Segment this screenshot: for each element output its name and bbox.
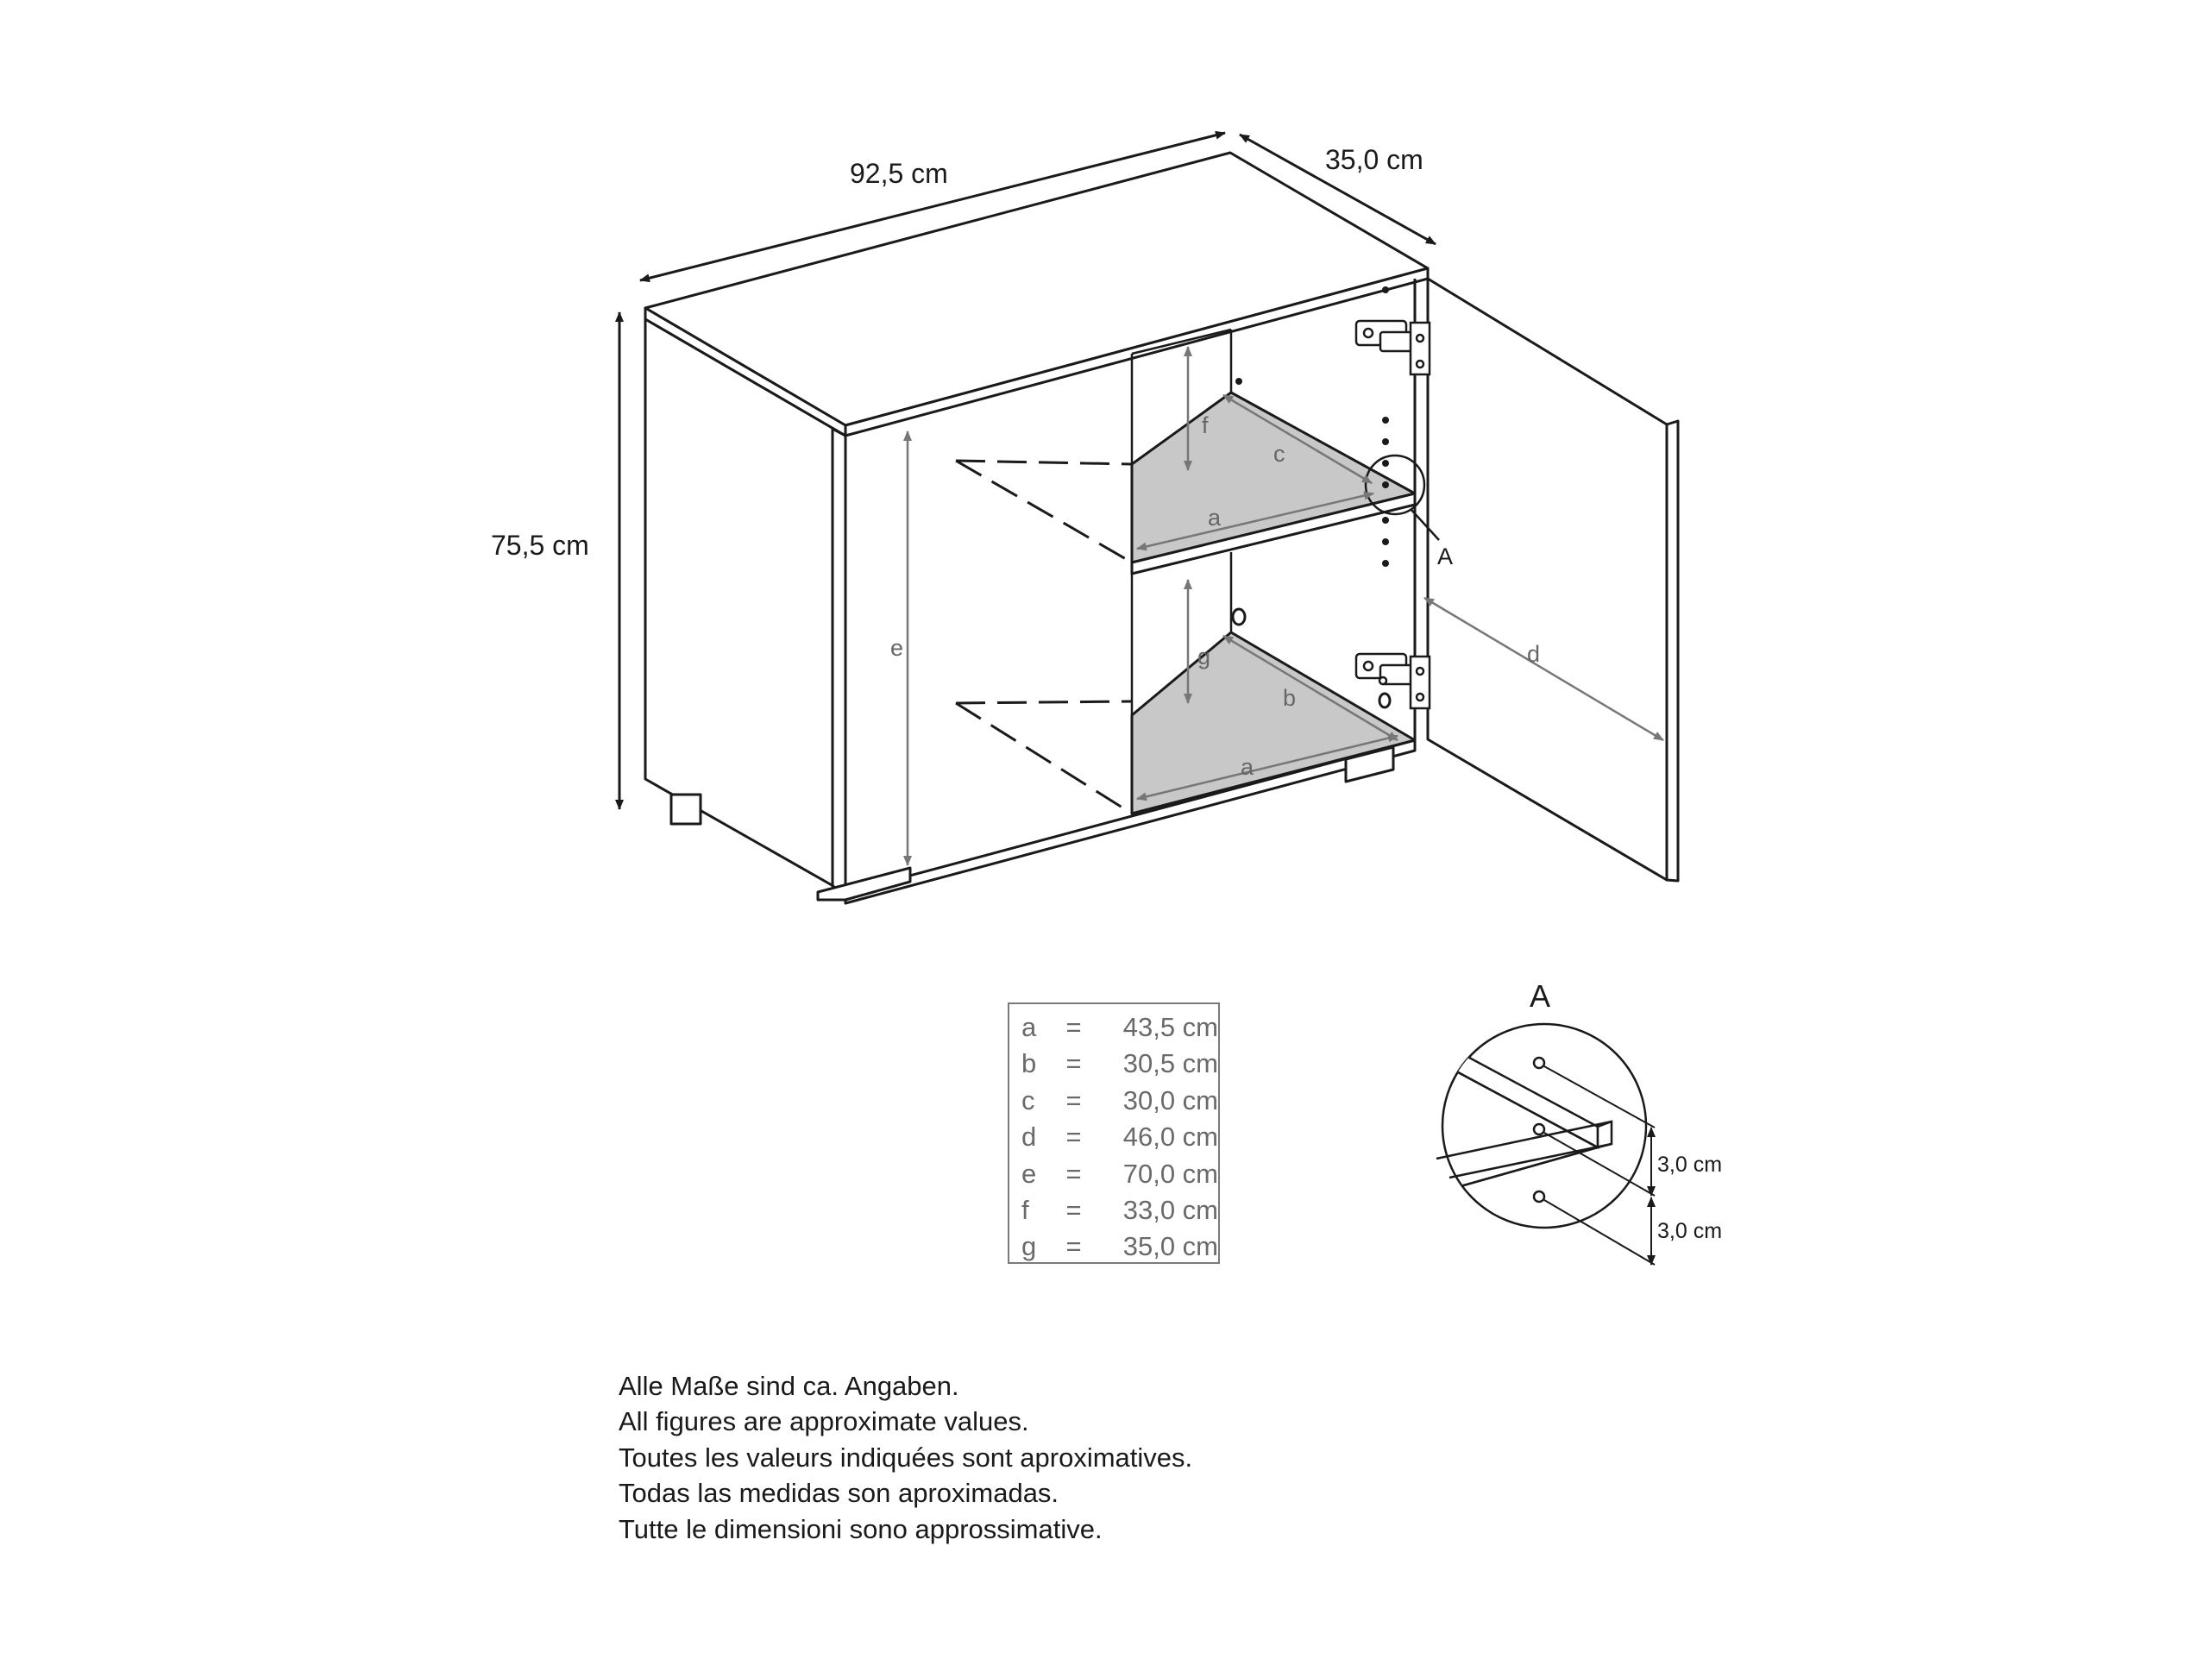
legend-row bbox=[1021, 1046, 1218, 1082]
width-label: 92,5 cm bbox=[850, 158, 948, 189]
lower-shelf-hidden-edge bbox=[956, 701, 1132, 703]
legend-equals: = bbox=[1065, 1195, 1082, 1226]
note-german: Alle Maße sind ca. Angaben. bbox=[619, 1371, 959, 1401]
legend-value: 30,5 cm bbox=[1122, 1048, 1218, 1079]
e-label: e bbox=[890, 635, 904, 661]
legend-key: e bbox=[1021, 1158, 1037, 1189]
legend-value: 46,0 cm bbox=[1122, 1122, 1218, 1153]
legend-value: 43,5 cm bbox=[1122, 1012, 1218, 1042]
note-english: All figures are approximate values. bbox=[619, 1406, 1029, 1437]
lower-shelf-hidden-diag bbox=[956, 703, 1132, 814]
g-label: g bbox=[1197, 644, 1211, 669]
legend-key: b bbox=[1021, 1048, 1037, 1079]
legend-value: 70,0 cm bbox=[1122, 1158, 1218, 1189]
upper-shelf bbox=[956, 393, 1415, 574]
legend-row bbox=[1021, 1119, 1218, 1155]
hole-right-wall bbox=[1379, 694, 1390, 707]
cabinet-bottom-edge bbox=[845, 740, 1415, 903]
legend-equals: = bbox=[1065, 1048, 1082, 1079]
upper-shelf-hidden-diag bbox=[956, 461, 1132, 562]
cabinet-foot-left bbox=[671, 795, 701, 824]
detail-spacing-lower: 3,0 cm bbox=[1657, 1219, 1723, 1243]
hole-left-wall bbox=[1233, 609, 1245, 625]
dimension-legend bbox=[1008, 1002, 1220, 1264]
legend-key: g bbox=[1021, 1231, 1037, 1262]
f-label: f bbox=[1202, 412, 1209, 438]
legend-value: 30,0 cm bbox=[1122, 1084, 1218, 1115]
legend-row bbox=[1021, 1192, 1218, 1229]
note-spanish: Todas las medidas son aproximadas. bbox=[619, 1478, 1059, 1509]
b-label: b bbox=[1283, 685, 1297, 711]
legend-key: a bbox=[1021, 1012, 1037, 1042]
legend-key: c bbox=[1021, 1084, 1035, 1115]
disclaimer-notes bbox=[619, 1368, 1192, 1547]
door-edge bbox=[1667, 421, 1678, 881]
legend-equals: = bbox=[1065, 1084, 1082, 1115]
door-panel bbox=[1428, 279, 1667, 880]
upper-hinge bbox=[1356, 321, 1430, 374]
height-label: 75,5 cm bbox=[491, 530, 589, 561]
legend-equals: = bbox=[1065, 1158, 1082, 1189]
legend-value: 35,0 cm bbox=[1122, 1231, 1218, 1262]
legend-row bbox=[1021, 1156, 1218, 1192]
a-upper-label: a bbox=[1208, 505, 1222, 531]
detail-callout-label: A bbox=[1437, 544, 1454, 569]
legend-row bbox=[1021, 1229, 1218, 1265]
a-lower-label: a bbox=[1241, 754, 1254, 780]
legend-value: 33,0 cm bbox=[1122, 1195, 1218, 1226]
c-label: c bbox=[1273, 441, 1285, 467]
legend-equals: = bbox=[1065, 1122, 1082, 1153]
legend-row bbox=[1021, 1083, 1218, 1119]
detail-title: A bbox=[1530, 978, 1551, 1014]
depth-label: 35,0 cm bbox=[1325, 144, 1423, 175]
legend-key: f bbox=[1021, 1195, 1029, 1226]
cabinet-left-front-edge bbox=[833, 429, 845, 893]
note-french: Toutes les valeurs indiquées sont aproximatives. bbox=[619, 1442, 1193, 1473]
legend-key: d bbox=[1021, 1122, 1037, 1153]
legend-equals: = bbox=[1065, 1012, 1082, 1042]
detail-spacing-upper: 3,0 cm bbox=[1657, 1153, 1723, 1177]
detail-view bbox=[1415, 1024, 1655, 1265]
legend-equals: = bbox=[1065, 1231, 1082, 1262]
lower-hinge bbox=[1356, 654, 1430, 708]
d-label: d bbox=[1527, 641, 1541, 667]
legend-row bbox=[1021, 1009, 1218, 1046]
cabinet-door bbox=[1428, 279, 1678, 881]
note-italian: Tutte le dimensioni sono approssimative. bbox=[619, 1513, 1103, 1544]
upper-shelf-hidden-edge bbox=[956, 461, 1132, 464]
